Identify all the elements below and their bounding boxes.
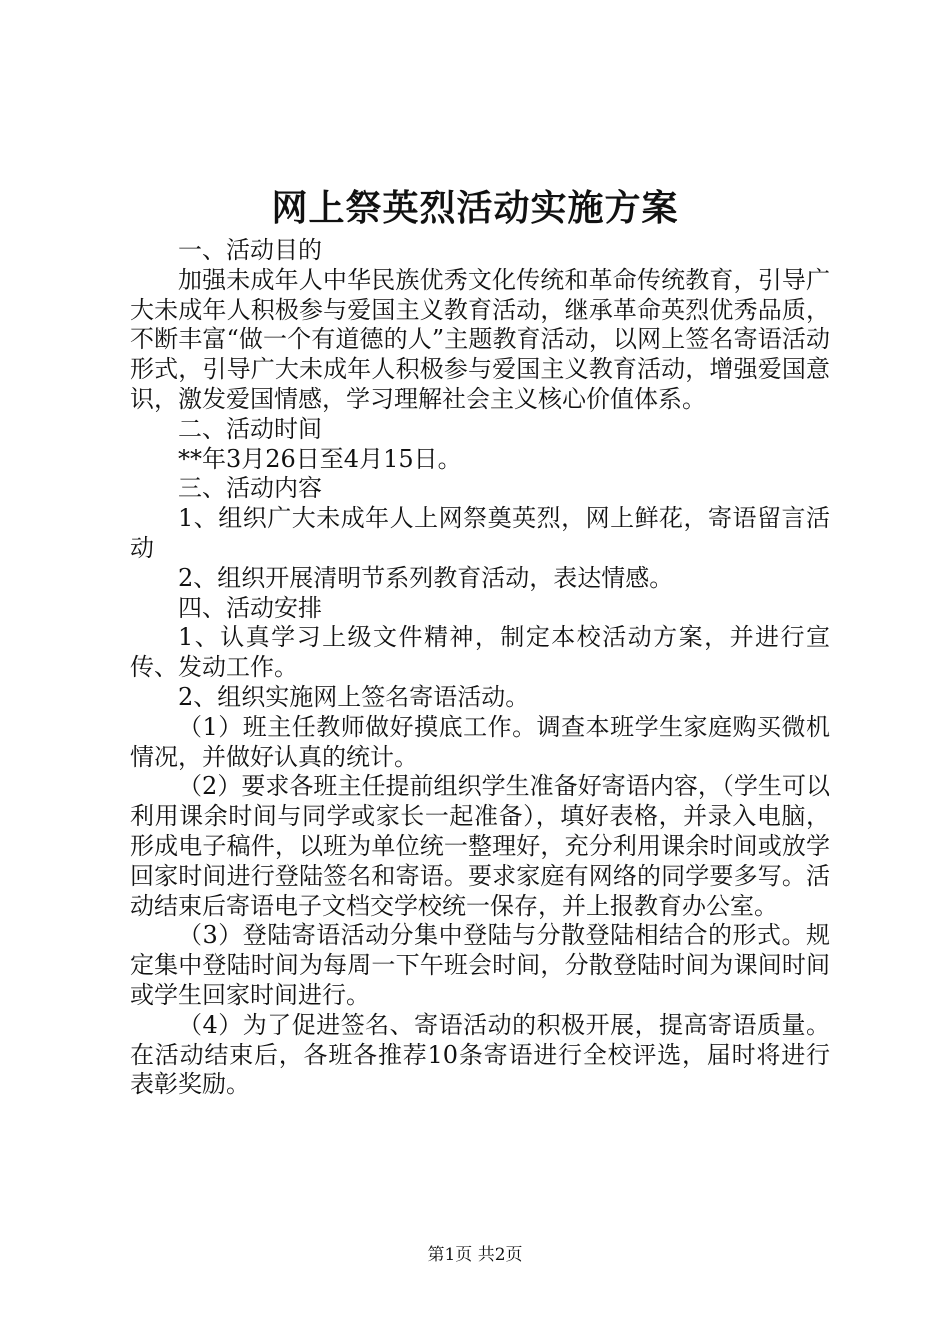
paragraph-item-4: （4）为了促进签名、寄语活动的积极开展，提高寄语质量。在活动结束后，各班各推荐10条寄语进行全校评选，届时将进行表彰奖励。 (130, 1010, 830, 1099)
paragraph-purpose: 加强未成年人中华民族优秀文化传统和革命传统教育，引导广大未成年人积极参与爱国主义教育活动，继承革命英烈优秀品质，不断丰富“做一个有道德的人”主题教育活动，以网上签名寄语活动形式，引导广大未成年人积极参与爱国主义教育活动，增强爱国意识，激发爱国情感，学习理解社会主义核心价值体系。 (130, 265, 830, 413)
paragraph-item-2: （2）要求各班主任提前组织学生准备好寄语内容，（学生可以利用课余时间与同学或家长一起准备），填好表格，并录入电脑，形成电子稿件，以班为单位统一整理好，充分利用课余时间或放学回家时间进行登陆签名和寄语。要求家庭有网络的同学要多写。活动结束后寄语电子文档交学校统一保存，并上报教育办公室。 (130, 772, 830, 920)
paragraph-item-3: （3）登陆寄语活动分集中登陆与分散登陆相结合的形式。规定集中登陆时间为每周一下午班会时间，分散登陆时间为课间时间或学生回家时间进行。 (130, 921, 830, 1009)
paragraph-time: **年3月26日至4月15日。 (178, 444, 462, 473)
section-heading-time: 二、活动时间 (178, 414, 322, 443)
section-heading-content: 三、活动内容 (178, 474, 322, 503)
paragraph-content-1: 1、组织广大未成年人上网祭奠英烈，网上鲜花，寄语留言活动 (130, 504, 830, 562)
section-heading-purpose: 一、活动目的 (178, 236, 322, 264)
paragraph-arrangement-1: 1、认真学习上级文件精神，制定本校活动方案，并进行宣传、发动工作。 (130, 623, 830, 682)
document-title: 网上祭英烈活动实施方案 (271, 187, 679, 229)
paragraph-item-1: （1）班主任教师做好摸底工作。调查本班学生家庭购买微机情况，并做好认真的统计。 (130, 712, 830, 771)
page-footer: 第1页 共2页 (427, 1245, 523, 1265)
paragraph-content-2: 2、组织开展清明节系列教育活动，表达情感。 (178, 563, 674, 592)
paragraph-arrangement-2: 2、组织实施网上签名寄语活动。 (178, 682, 530, 711)
section-heading-arrangement: 四、活动安排 (178, 593, 322, 622)
document-body (130, 236, 830, 1100)
